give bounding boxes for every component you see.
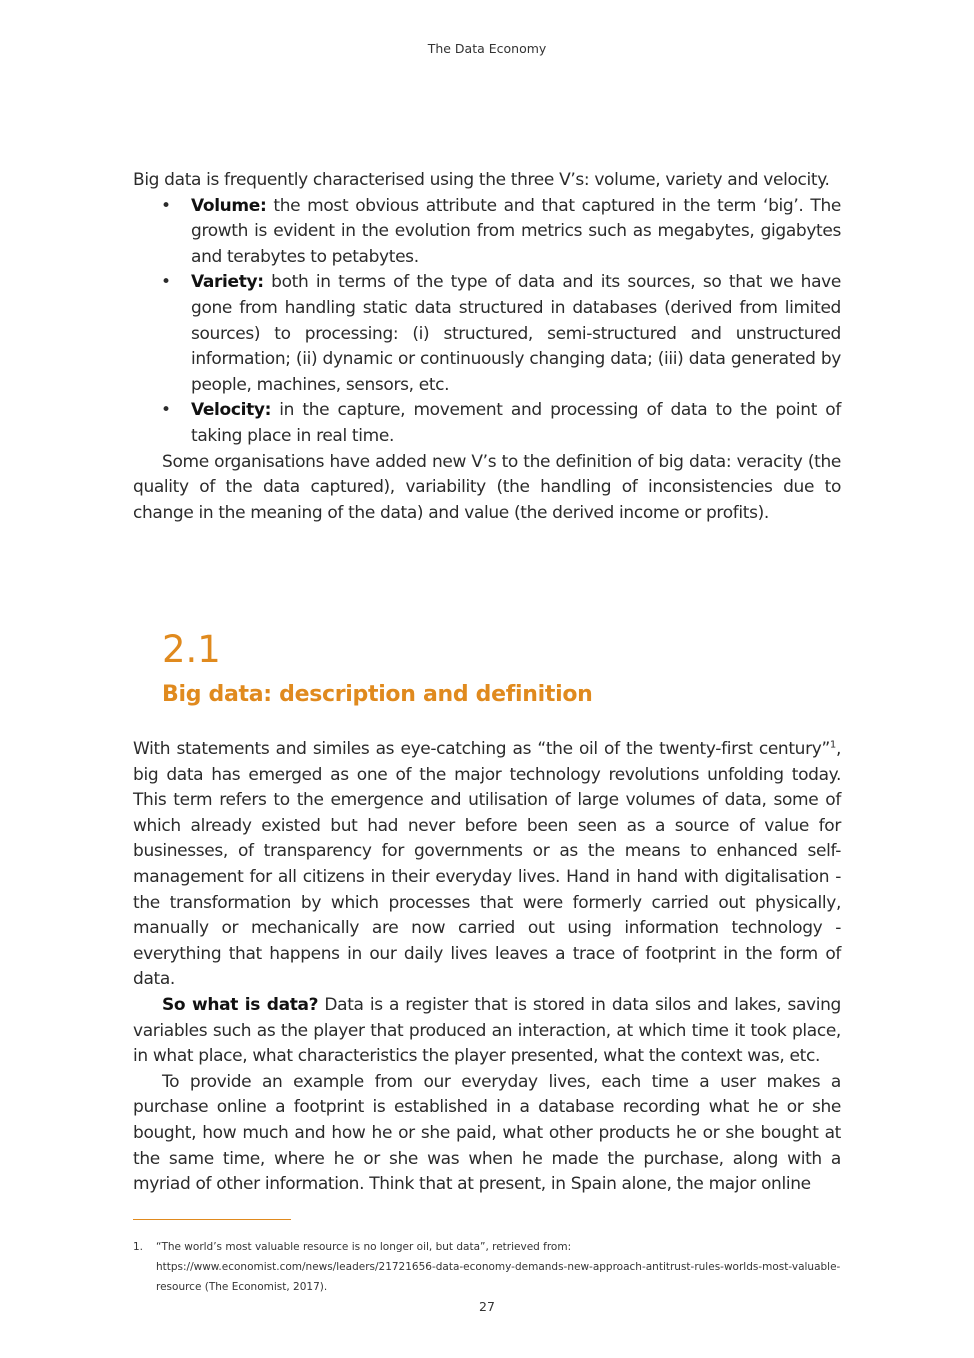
term-velocity: Velocity:	[191, 400, 272, 421]
intro-lead: Big data is frequently characterised using the three V’s: volume, variety and velocity.	[133, 170, 830, 190]
p1-after: , big data has emerged as one of the major technology revolutions unfolding today. This term refers to the emergence and utilisation of large volumes of data, some of which already existed but had never before been seen as a source of value for businesses, of transparency for governments or as the means to enhanced self-management for all citizens in their everyday lives. Hand in hand with digitalisation - the transformation by which processes that were formerly carried out physically, manually or mechanically are now carried out using information technology - everything that happens in our daily lives leaves a trace of footprint in the form of data.	[133, 739, 841, 990]
term-variety: Variety:	[191, 272, 264, 293]
term-volume: Volume:	[191, 195, 267, 216]
p1-before: With statements and similes as eye-catching as “the oil of the twenty-first century”	[133, 739, 830, 759]
intro-closing: Some organisations have added new V’s to the definition of big data: veracity (the quality of the data captured), variability (the handling of inconsistencies due to change in the meaning of the data) and value (the derived income or profits).	[133, 451, 841, 523]
intro-block	[133, 168, 841, 526]
volume-text: the most obvious attribute and that captured in the term ‘big’. The growth is evident in the evolution from metrics such as megabytes, gigabytes and terabytes to petabytes.	[191, 195, 841, 267]
section-paragraph-3: To provide an example from our everyday lives, each time a user makes a purchase online a footprint is established in a database recording what he or she bought, how much and how he or she paid, what other products he or she bought at the same time, where he or she was when he made the purchase, along with a myriad of other information. Think that at present, in Spain alone, the major online	[133, 1071, 841, 1195]
footnote-divider	[133, 1219, 291, 1220]
section-title: Big data: description and definition	[162, 682, 593, 707]
three-vs-list	[133, 194, 841, 450]
velocity-text: in the capture, movement and processing of data to the point of taking place in real time.	[191, 400, 841, 446]
section-body	[133, 737, 841, 1198]
footnote	[133, 1237, 853, 1297]
page-number: 27	[479, 1299, 495, 1314]
list-item-variety	[161, 270, 841, 398]
list-item-velocity	[161, 398, 841, 449]
footnote-ref[interactable]: 1	[829, 739, 836, 751]
section-number: 2.1	[162, 628, 221, 671]
footnote-number: 1.	[133, 1241, 144, 1253]
section-paragraph-2	[133, 993, 841, 1070]
bullet-icon: •	[161, 195, 171, 216]
p2-lead: So what is data?	[162, 994, 319, 1015]
running-header: The Data Economy	[427, 41, 547, 56]
variety-text: both in terms of the type of data and its sources, so that we have gone from handling static data structured in databases (derived from limited sources) to processing: (i) structured, semi-structured and unstructured information; (ii) dynamic or continuously changing data; (iii) data generated by people, machines, sensors, etc.	[191, 272, 841, 395]
p2-text: Data is a register that is stored in data silos and lakes, saving variables such as the player that produced an interaction, at which time it took place, in what place, what characteristics the player presented, what the context was, etc.	[133, 994, 842, 1067]
list-item-volume	[161, 194, 841, 271]
footnote-text: “The world’s most valuable resource is no longer oil, but data”, retrieved from: https://www.economist.com/news/leaders/21721656-data-economy-demands-new-approach-antitrust-rules-worlds-most-valuable-resource (The Economist, 2017).	[156, 1241, 841, 1293]
section-paragraph-1	[133, 737, 841, 993]
bullet-icon: •	[161, 272, 171, 293]
bullet-icon: •	[161, 400, 171, 421]
